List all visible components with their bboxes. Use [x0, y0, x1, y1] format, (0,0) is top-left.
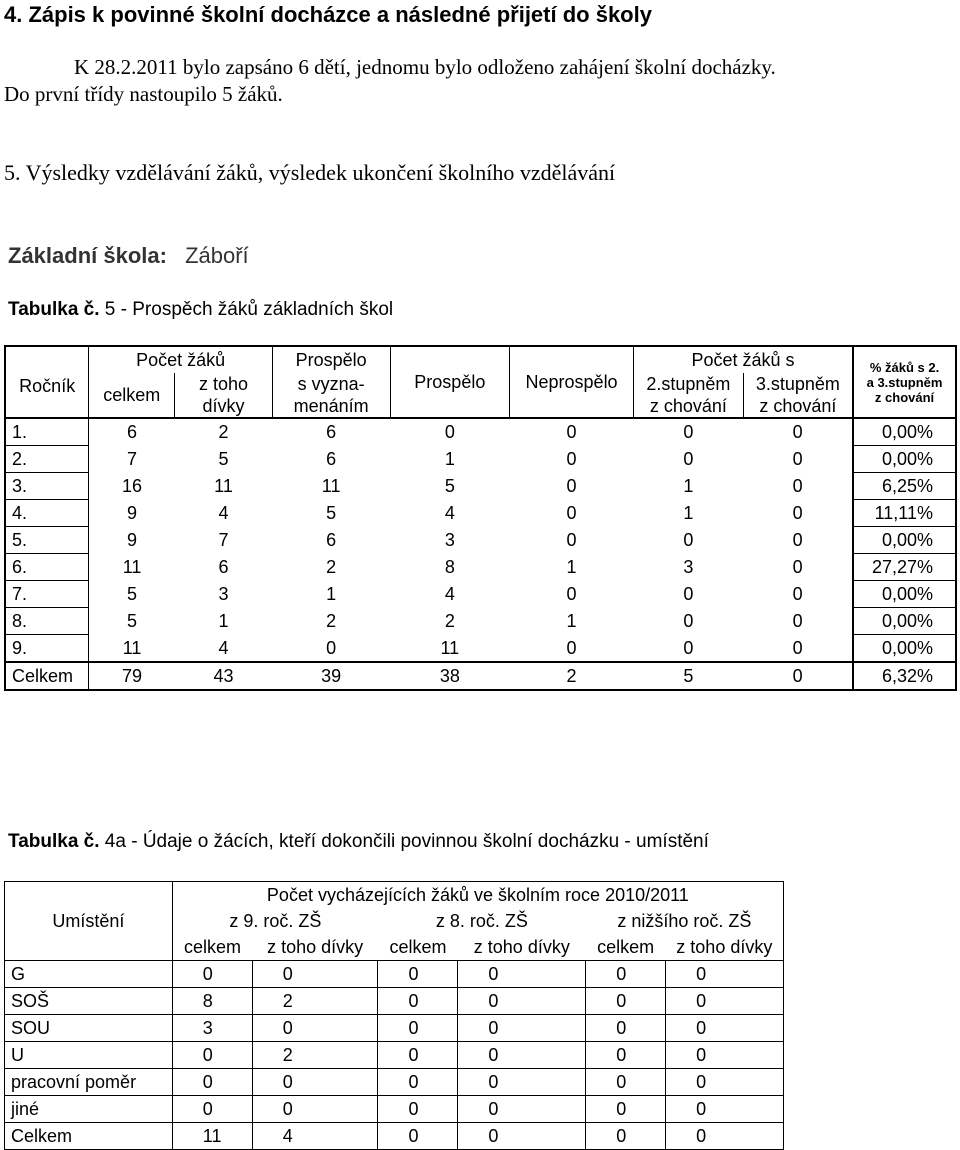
cell-divky-z8: 0 [458, 1096, 586, 1123]
header-pocet-vychazejicich: Počet vycházejících žáků ve školním roce 2010/2011 [172, 882, 783, 909]
cell-umisteni: G [5, 961, 173, 988]
cell-procento: 11,11% [853, 500, 956, 527]
cell-stupen-3: 0 [792, 503, 803, 523]
cell-celkem-znizsi: 0 [586, 1042, 666, 1069]
table-row-total [5, 1123, 784, 1150]
cell-stupen-2: 0 [683, 637, 694, 658]
cell-celkem: 6 [89, 418, 175, 446]
cell-celkem-z9: 0 [172, 1096, 252, 1123]
cell-celkem-z8: 0 [378, 1096, 458, 1123]
cell-stupen-2: 1 [683, 503, 694, 523]
header-3-stupnem-line-2: z chování [759, 396, 837, 416]
cell-celkem: 16 [122, 476, 143, 496]
cell-celkem-z9: 11 [172, 1123, 252, 1150]
section-5-heading: 5. Výsledky vzdělávání žáků, výsledek ukončení školního vzdělávání [4, 160, 616, 185]
cell-stupen-2: 0 [683, 611, 694, 631]
cell-prospelo: 2 [444, 611, 455, 631]
cell-neprospelo: 0 [566, 476, 577, 496]
cell-rocnik: 6. [5, 554, 89, 581]
table-row [5, 554, 956, 581]
cell-divky-z9: 2 [252, 1042, 378, 1069]
cell-procento: 6,25% [853, 473, 956, 500]
cell-s-vyznamenanim: 1 [326, 584, 337, 604]
table-row [5, 1015, 784, 1042]
cell-celkem: 9 [127, 503, 138, 523]
cell-celkem: 11 [122, 557, 142, 577]
cell-stupen-3: 0 [743, 418, 853, 446]
header-divky-znizsi: z toho dívky [666, 934, 784, 961]
cell-procento: 27,27% [853, 554, 956, 581]
cell-celkem-z8: 0 [378, 1015, 458, 1042]
header-prospelo-top: Prospělo [272, 346, 390, 373]
cell-rocnik: 9. [5, 635, 89, 663]
cell-divky-z8: 0 [458, 1015, 586, 1042]
enrollment-line-2: Do první třídy nastoupilo 5 žáků. [4, 82, 283, 106]
header-neprospelo: Neprospělo [510, 346, 634, 418]
header-s-vyzna-line-1: s vyzna- [297, 374, 365, 394]
cell-rocnik: 7. [5, 581, 89, 608]
cell-divky-z9: 0 [252, 1069, 378, 1096]
cell-divky: 2 [175, 418, 273, 446]
cell-prospelo: 4 [444, 584, 455, 604]
table-4a-caption-text: 4a - Údaje o žácích, kteří dokončili povinnou školní docházku - umístění [99, 831, 709, 852]
header-2-stupnem-line-2: z chování [649, 396, 727, 416]
table-row [5, 961, 784, 988]
cell-divky-z8: 0 [458, 1042, 586, 1069]
cell-divky-znizsi: 0 [666, 1123, 784, 1150]
cell-stupen-2: 0 [683, 584, 694, 604]
cell-s-vyznamenanim: 6 [272, 418, 390, 446]
school-label: Základní škola: [8, 243, 167, 268]
cell-celkem-znizsi: 0 [586, 1123, 666, 1150]
header-3-stupnem-line-1: 3.stupněm [755, 374, 840, 394]
cell-neprospelo: 0 [566, 584, 577, 604]
cell-prospelo: 3 [444, 530, 455, 550]
header-rocnik: Ročník [5, 346, 89, 418]
table-row [5, 581, 956, 608]
table-4a-caption [8, 831, 709, 853]
cell-divky-znizsi: 0 [666, 961, 784, 988]
cell-stupen-2: 0 [683, 530, 694, 550]
header-z-toho-line-1: z toho [198, 374, 249, 394]
cell-divky-z9: 4 [252, 1123, 378, 1150]
enrollment-line-1: K 28.2.2011 bylo zapsáno 6 dětí, jednomu bylo odloženo zahájení školní docházky. [74, 55, 776, 79]
table-row [5, 527, 956, 554]
table-row [5, 446, 956, 473]
cell-procento: 0,00% [853, 581, 956, 608]
cell-stupen-2: 0 [683, 449, 694, 469]
header-z-toho-line-2: dívky [202, 396, 245, 416]
cell-rocnik: 1. [5, 418, 89, 446]
cell-divky: 7 [218, 530, 229, 550]
cell-procento: 0,00% [853, 635, 956, 663]
cell-prospelo: 0 [390, 418, 510, 446]
header-s-vyzna-line-2: menáním [293, 396, 369, 416]
cell-divky: 4 [218, 637, 229, 658]
cell-celkem-z8: 0 [378, 1123, 458, 1150]
cell-celkem-znizsi: 0 [586, 961, 666, 988]
cell-divky-z9: 0 [252, 1015, 378, 1042]
header-celkem-znizsi: celkem [597, 937, 655, 957]
header-divky-z8: z toho dívky [473, 937, 570, 957]
header-pocet-zaku: Počet žáků [89, 346, 272, 373]
header-3-stupnem [743, 373, 853, 418]
cell-celkem: 79 [89, 662, 175, 690]
table-row [5, 473, 956, 500]
cell-divky-z8: 0 [458, 1069, 586, 1096]
cell-stupen-3: 0 [743, 662, 853, 690]
cell-stupen-3: 0 [792, 449, 803, 469]
cell-neprospelo: 0 [566, 530, 577, 550]
header-z-toho-divky [175, 373, 273, 418]
cell-divky-z9: 0 [252, 1096, 378, 1123]
cell-umisteni: SOŠ [5, 988, 173, 1015]
cell-celkem-znizsi: 0 [586, 1069, 666, 1096]
cell-divky: 11 [214, 476, 233, 496]
cell-stupen-2: 3 [683, 557, 694, 577]
table-row [5, 1069, 784, 1096]
cell-celkem: 7 [127, 449, 138, 469]
header-z8: z 8. roč. ZŠ [435, 911, 528, 931]
cell-prospelo: 11 [440, 637, 460, 658]
table-4a-placement [4, 881, 784, 1150]
header-celkem-z8: celkem [389, 937, 447, 957]
cell-celkem-z9: 0 [172, 961, 252, 988]
cell-procento: 6,32% [853, 662, 956, 690]
cell-divky-znizsi: 0 [666, 1069, 784, 1096]
cell-procento: 0,00% [853, 446, 956, 473]
cell-prospelo: 4 [444, 503, 455, 523]
cell-s-vyznamenanim: 39 [272, 662, 390, 690]
table-row [5, 1042, 784, 1069]
cell-stupen-3: 0 [792, 557, 803, 577]
header-percent-line-2: a 3.stupněm [866, 374, 943, 390]
cell-rocnik: 3. [5, 473, 89, 500]
header-divky-z9: z toho dívky [267, 937, 364, 957]
cell-divky-z8: 0 [458, 961, 586, 988]
cell-celkem-z9: 8 [172, 988, 252, 1015]
cell-stupen-3: 0 [792, 530, 803, 550]
cell-stupen-3: 0 [792, 637, 803, 658]
cell-divky-z9: 2 [252, 988, 378, 1015]
header-pocet-zaku-s: Počet žáků s [633, 346, 853, 373]
school-row [8, 243, 249, 269]
cell-celkem-z8: 0 [378, 961, 458, 988]
cell-umisteni: SOU [5, 1015, 173, 1042]
cell-procento: 0,00% [853, 527, 956, 554]
cell-divky: 4 [218, 503, 229, 523]
table-row [5, 608, 956, 635]
header-celkem-z9: celkem [183, 937, 241, 957]
cell-divky: 1 [218, 611, 229, 631]
cell-divky-z8: 0 [458, 1123, 586, 1150]
header-s-vyznamenanim [272, 373, 390, 418]
table-5-caption-text: 5 - Prospěch žáků základních škol [99, 299, 394, 320]
cell-celkem-znizsi: 0 [586, 988, 666, 1015]
cell-s-vyznamenanim: 6 [326, 449, 337, 469]
cell-rocnik: 2. [5, 446, 89, 473]
cell-neprospelo: 2 [510, 662, 634, 690]
cell-celkem-z9: 3 [172, 1015, 252, 1042]
cell-s-vyznamenanim: 6 [326, 530, 337, 550]
cell-stupen-2: 0 [633, 418, 743, 446]
cell-neprospelo: 1 [566, 611, 577, 631]
table-5-results [4, 345, 957, 691]
cell-prospelo: 5 [444, 476, 455, 496]
cell-s-vyznamenanim: 11 [321, 476, 341, 496]
cell-umisteni: U [5, 1042, 173, 1069]
cell-celkem-z8: 0 [378, 1069, 458, 1096]
cell-neprospelo: 0 [566, 449, 577, 469]
cell-divky: 43 [175, 662, 273, 690]
cell-divky: 5 [218, 449, 229, 469]
table-5-body [5, 418, 956, 690]
cell-celkem: 9 [127, 530, 138, 550]
header-percent-line-3: z chování [874, 389, 935, 405]
cell-stupen-3: 0 [792, 476, 803, 496]
cell-rocnik: 5. [5, 527, 89, 554]
cell-stupen-2: 1 [683, 476, 694, 496]
cell-s-vyznamenanim: 0 [326, 637, 337, 658]
table-row-total [5, 662, 956, 690]
cell-celkem-z8: 0 [378, 1042, 458, 1069]
cell-celkem-z8: 0 [378, 988, 458, 1015]
cell-neprospelo: 0 [566, 503, 577, 523]
cell-divky-znizsi: 0 [666, 1015, 784, 1042]
cell-stupen-3: 0 [792, 584, 803, 604]
cell-celkem-znizsi: 0 [586, 1096, 666, 1123]
cell-s-vyznamenanim: 2 [326, 557, 337, 577]
cell-rocnik: Celkem [5, 662, 89, 690]
cell-s-vyznamenanim: 5 [326, 503, 337, 523]
cell-celkem: 11 [122, 637, 142, 658]
cell-celkem-z9: 0 [172, 1069, 252, 1096]
cell-prospelo: 38 [390, 662, 510, 690]
cell-divky-z8: 0 [458, 988, 586, 1015]
cell-procento: 0,00% [853, 608, 956, 635]
cell-divky-znizsi: 0 [666, 1042, 784, 1069]
table-5-caption-bold: Tabulka č. [8, 299, 100, 320]
cell-celkem: 5 [127, 611, 138, 631]
header-percent [853, 346, 956, 418]
table-row [5, 1096, 784, 1123]
cell-celkem-znizsi: 0 [586, 1015, 666, 1042]
table-row [5, 418, 956, 446]
cell-divky: 3 [218, 584, 229, 604]
cell-umisteni: Celkem [5, 1123, 173, 1150]
header-2-stupnem-line-1: 2.stupněm [646, 374, 731, 394]
cell-rocnik: 4. [5, 500, 89, 527]
header-znizsi: z nižšího roč. ZŠ [586, 908, 784, 934]
header-z9: z 9. roč. ZŠ [229, 911, 322, 931]
cell-neprospelo: 0 [510, 418, 634, 446]
cell-umisteni: jiné [5, 1096, 173, 1123]
table-4a-caption-bold: Tabulka č. [8, 831, 100, 852]
cell-procento: 0,00% [853, 418, 956, 446]
table-row [5, 988, 784, 1015]
cell-stupen-2: 5 [633, 662, 743, 690]
header-prospelo: Prospělo [390, 346, 510, 418]
cell-prospelo: 1 [444, 449, 455, 469]
cell-divky-z9: 0 [252, 961, 378, 988]
cell-celkem: 5 [127, 584, 138, 604]
header-percent-line-1: % žáků s 2. [869, 359, 940, 375]
table-row [5, 500, 956, 527]
cell-divky-znizsi: 0 [666, 1096, 784, 1123]
header-umisteni: Umístění [5, 882, 173, 961]
header-celkem: celkem [89, 373, 175, 418]
table-row [5, 635, 956, 663]
cell-divky-znizsi: 0 [666, 988, 784, 1015]
cell-s-vyznamenanim: 2 [326, 611, 337, 631]
table-4a-body [5, 961, 784, 1150]
header-2-stupnem [633, 373, 743, 418]
cell-umisteni: pracovní poměr [5, 1069, 173, 1096]
cell-rocnik: 8. [5, 608, 89, 635]
school-name: Záboří [185, 243, 249, 268]
cell-celkem-z9: 0 [172, 1042, 252, 1069]
section-4-heading: 4. Zápis k povinné školní docházce a následné přijetí do školy [4, 2, 652, 27]
cell-divky: 6 [218, 557, 229, 577]
cell-neprospelo: 0 [566, 637, 577, 658]
table-5-caption [8, 299, 393, 321]
cell-neprospelo: 1 [566, 557, 577, 577]
cell-stupen-3: 0 [792, 611, 803, 631]
cell-prospelo: 8 [444, 557, 455, 577]
